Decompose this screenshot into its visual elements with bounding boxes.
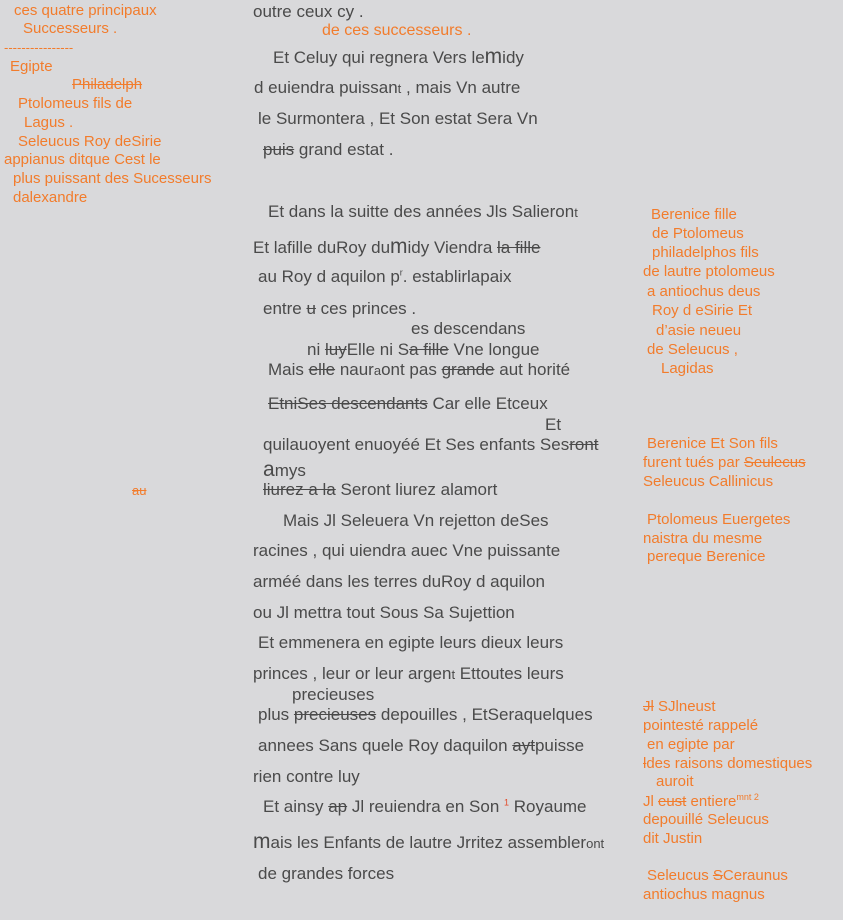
- main-line: de grandes forces: [258, 864, 395, 883]
- right-note-line: Berenice fille: [651, 206, 737, 223]
- struck-word: grande: [441, 360, 495, 379]
- left-note-divider: ----------------: [4, 40, 74, 55]
- right-note-line: Ptolomeus Euergetes: [647, 511, 791, 528]
- right-note-line: Seleucus SCeraunus: [647, 867, 788, 884]
- struck-word: puis: [263, 140, 295, 159]
- left-note-line: Egipte: [10, 58, 53, 75]
- right-note-line: a antiochus deus: [647, 283, 761, 300]
- main-line: quilauoyent enuoyéé Et Ses enfants Sesront: [263, 435, 599, 454]
- main-line: racines , qui uiendra auec Vne puissante: [253, 541, 561, 560]
- main-line: rien contre luy: [253, 767, 360, 786]
- main-line: au Roy d aquilon $p^r$. establirlapaix: [258, 267, 512, 286]
- right-note-line: auroit: [656, 773, 694, 790]
- main-line: le Surmontera , Et Son estat Sera Vn: [258, 109, 538, 128]
- right-note-line: pointesté rappelé: [643, 717, 759, 734]
- right-note-line: Jl SJlneust: [643, 698, 716, 715]
- right-note-line: pereque Berenice: [647, 548, 766, 565]
- main-line: liurez a la Seront liurez alamort: [263, 480, 498, 499]
- main-line: ni luyElle ni Sa fille Vne longue: [307, 340, 540, 359]
- right-note-line: ldes raisons domestiques: [643, 755, 813, 772]
- struck-word: liurez a la: [263, 480, 336, 499]
- struck-word: Jl: [643, 698, 654, 715]
- right-note-line: furent tués par Seulecus: [643, 454, 806, 471]
- right-note-line: dit Justin: [643, 830, 703, 847]
- right-note-line: Jl eust entiere$^{mnt 2}$: [643, 792, 759, 810]
- main-line: princes , leur or leur argent Ettoutes leurs: [253, 664, 564, 683]
- struck-word: eust: [658, 793, 687, 810]
- right-note-line: philadelphos fils: [652, 244, 759, 261]
- main-line: d euiendra puissant , mais Vn autre: [254, 78, 521, 97]
- footnote-marker: 1: [504, 797, 510, 808]
- struck-word: u: [306, 299, 316, 318]
- right-note-line: d’asie neueu: [656, 322, 742, 339]
- struck-word: S: [712, 867, 723, 884]
- right-note-line: de lautre ptolomeus: [643, 263, 775, 280]
- main-line: mais les Enfants de lautre Jrritez assembleront: [253, 830, 605, 853]
- interlinear-insert: Et: [545, 415, 562, 434]
- interlinear-insert: es descendans: [411, 319, 526, 338]
- right-note-line: Berenice Et Son fils: [647, 435, 778, 452]
- left-note-line: Ptolomeus fils de: [18, 95, 133, 112]
- main-line: puis grand estat .: [263, 140, 394, 159]
- left-note-line: ces quatre principaux: [14, 2, 157, 19]
- main-line: Et Celuy qui regnera Vers lemidy: [273, 45, 524, 68]
- main-line: outre ceux cy .: [253, 2, 364, 21]
- main-line: Mais elle nauraont pas grande aut horité: [268, 360, 571, 379]
- right-note-line: en egipte par: [647, 736, 735, 753]
- struck-word: elle: [308, 360, 336, 379]
- struck-word: a fille: [409, 340, 449, 359]
- struck-word: EtniSes descendants: [268, 394, 428, 413]
- left-note-line: Successeurs .: [23, 20, 118, 37]
- left-note-line: Lagus .: [24, 114, 74, 131]
- interlinear-insert: precieuses: [292, 685, 375, 704]
- right-note-line: naistra du mesme: [643, 530, 763, 547]
- main-line: amys: [263, 458, 306, 481]
- left-note-line: Seleucus Roy deSirie: [18, 133, 162, 150]
- struck-word: ap: [328, 797, 348, 816]
- right-note-line: de Ptolomeus: [652, 225, 744, 242]
- main-line: Et lafille duRoy dumidy Viendra la fille: [253, 235, 541, 258]
- right-note-line: antiochus magnus: [643, 886, 765, 903]
- main-line: plus precieuses depouilles , EtSeraquelques: [258, 705, 593, 724]
- right-note-line: Lagidas: [661, 360, 714, 377]
- main-line: EtniSes descendants Car elle Etceux: [268, 394, 548, 413]
- left-note-struck: au: [132, 483, 147, 498]
- right-note-line: Roy d eSirie Et: [652, 302, 753, 319]
- left-note-line: dalexandre: [13, 189, 88, 206]
- main-line: Mais Jl Seleuera Vn rejetton deSes: [283, 511, 549, 530]
- struck-word: luy: [324, 340, 347, 359]
- right-note-line: depouillé Seleucus: [643, 811, 769, 828]
- left-note-line: appianus ditque Cest le: [4, 151, 161, 168]
- struck-word: Seulecus: [743, 454, 806, 471]
- main-line: Et emmenera en egipte leurs dieux leurs: [258, 633, 564, 652]
- main-line: ou Jl mettra tout Sous Sa Sujettion: [253, 603, 515, 622]
- main-line: Et dans la suitte des années Jls Salieront: [268, 202, 578, 221]
- struck-word: la fille: [497, 238, 541, 257]
- right-note-line: Seleucus Callinicus: [643, 473, 774, 490]
- left-note-struck: Philadelph: [72, 76, 143, 93]
- main-line: entre u ces princes .: [263, 299, 417, 318]
- main-line: annees Sans quele Roy daquilon aytpuisse: [258, 736, 585, 755]
- interlinear-insert: de ces successeurs .: [322, 22, 472, 39]
- left-note-line: plus puissant des Sucesseurs: [13, 170, 212, 187]
- right-note-line: de Seleucus ,: [647, 341, 738, 358]
- struck-word: ront: [569, 435, 599, 454]
- struck-word: l: [643, 755, 647, 772]
- main-line: Et ainsy ap Jl reuiendra en Son $^1$ Royaume: [263, 797, 587, 816]
- struck-word: ayt: [512, 736, 535, 755]
- main-line: arméé dans les terres duRoy d aquilon: [253, 572, 545, 591]
- struck-word: precieuses: [293, 705, 377, 724]
